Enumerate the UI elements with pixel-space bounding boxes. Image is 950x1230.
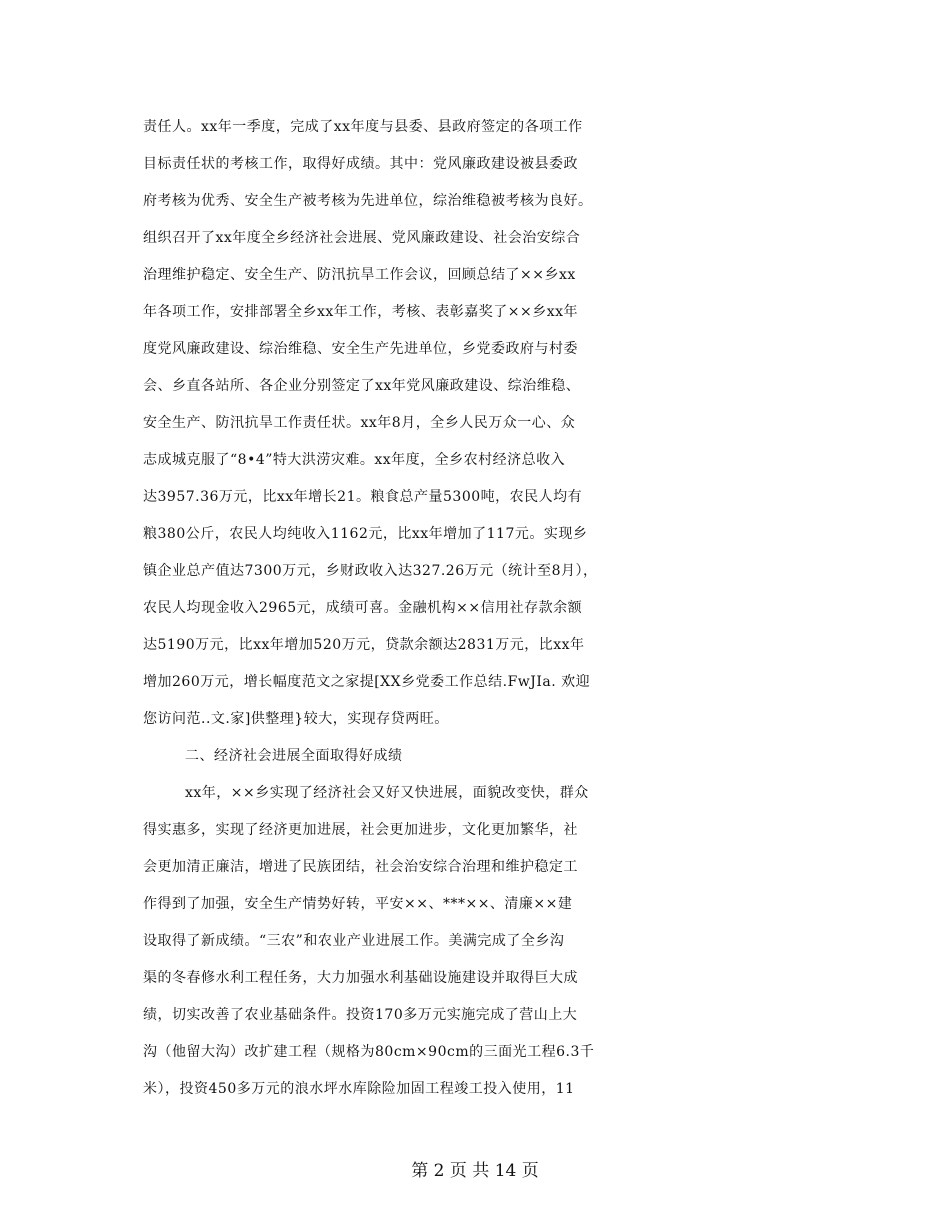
page-number-footer: 第 2 页 共 14 页: [411, 1161, 539, 1181]
body-line: xx年，××乡实现了经济社会又好又快进展，面貌改变快，群众: [185, 785, 589, 801]
body-line: 粮380公斤，农民人均纯收入1162元，比xx年增加了117元。实现乡: [143, 526, 588, 542]
body-line: 作得到了加强，安全生产情势好转，平安××、***××、清廉××建: [143, 896, 573, 912]
body-line: 设取得了新成绩。“三农”和农业产业进展工作。美满完成了全乡沟: [143, 933, 565, 949]
body-line: 责任人。xx年一季度，完成了xx年度与县委、县政府签定的各项工作: [143, 119, 583, 135]
body-line: 度党风廉政建设、综治维稳、安全生产先进单位，乡党委政府与村委: [143, 341, 578, 357]
body-line: 目标责任状的考核工作，取得好成绩。其中：党风廉政建设被县委政: [143, 156, 578, 172]
body-line: 达5190万元，比xx年增加520万元，贷款余额达2831万元，比xx年: [143, 637, 585, 653]
body-line: 会、乡直各站所、各企业分别签定了xx年党风廉政建设、综治维稳、: [143, 378, 581, 394]
body-line: 得实惠多，实现了经济更加进展，社会更加进步，文化更加繁华，社: [143, 822, 578, 838]
body-line: 会更加清正廉洁，增进了民族团结，社会治安综合治理和维护稳定工: [143, 859, 578, 875]
body-line: 达3957.36万元，比xx年增长21。粮食总产量5300吨，农民人均有: [143, 489, 583, 505]
body-line: 您访问范..文.家]供整理}较大，实现存贷两旺。: [143, 711, 449, 727]
body-line: 沟（他留大沟）改扩建工程（规格为80cm×90cm的三面光工程6.3千: [143, 1044, 595, 1060]
body-line: 府考核为优秀、安全生产被考核为先进单位，综治维稳被考核为良好。: [143, 193, 593, 209]
section-heading: 二、经济社会进展全面取得好成绩: [185, 748, 403, 764]
body-line: 绩，切实改善了农业基础条件。投资170多万元实施完成了营山上大: [143, 1007, 578, 1023]
body-line: 农民人均现金收入2965元，成绩可喜。金融机构××信用社存款余额: [143, 600, 583, 616]
body-line: 米），投资450多万元的浪水坪水库除险加固工程竣工投入使用，11: [143, 1081, 575, 1097]
body-line: 治理维护稳定、安全生产、防汛抗旱工作会议，回顾总结了××乡xx: [143, 267, 576, 283]
body-line: 增加260万元，增长幅度范文之家提[XX乡党委工作总结.FwJIa. 欢迎: [143, 674, 591, 690]
body-line: 年各项工作，安排部署全乡xx年工作，考核、表彰嘉奖了××乡xx年: [143, 304, 579, 320]
body-line: 志成城克服了“8•4”特大洪涝灾难。xx年度，全乡农村经济总收入: [143, 452, 566, 468]
body-line: 组织召开了xx年度全乡经济社会进展、党风廉政建设、社会治安综合: [143, 230, 581, 246]
body-line: 安全生产、防汛抗旱工作责任状。xx年8月，全乡人民万众一心、众: [143, 415, 576, 431]
body-line: 渠的冬春修水利工程任务，大力加强水利基础设施建设并取得巨大成: [143, 970, 578, 986]
body-line: 镇企业总产值达7300万元，乡财政收入达327.26万元（统计至8月），: [143, 563, 598, 579]
